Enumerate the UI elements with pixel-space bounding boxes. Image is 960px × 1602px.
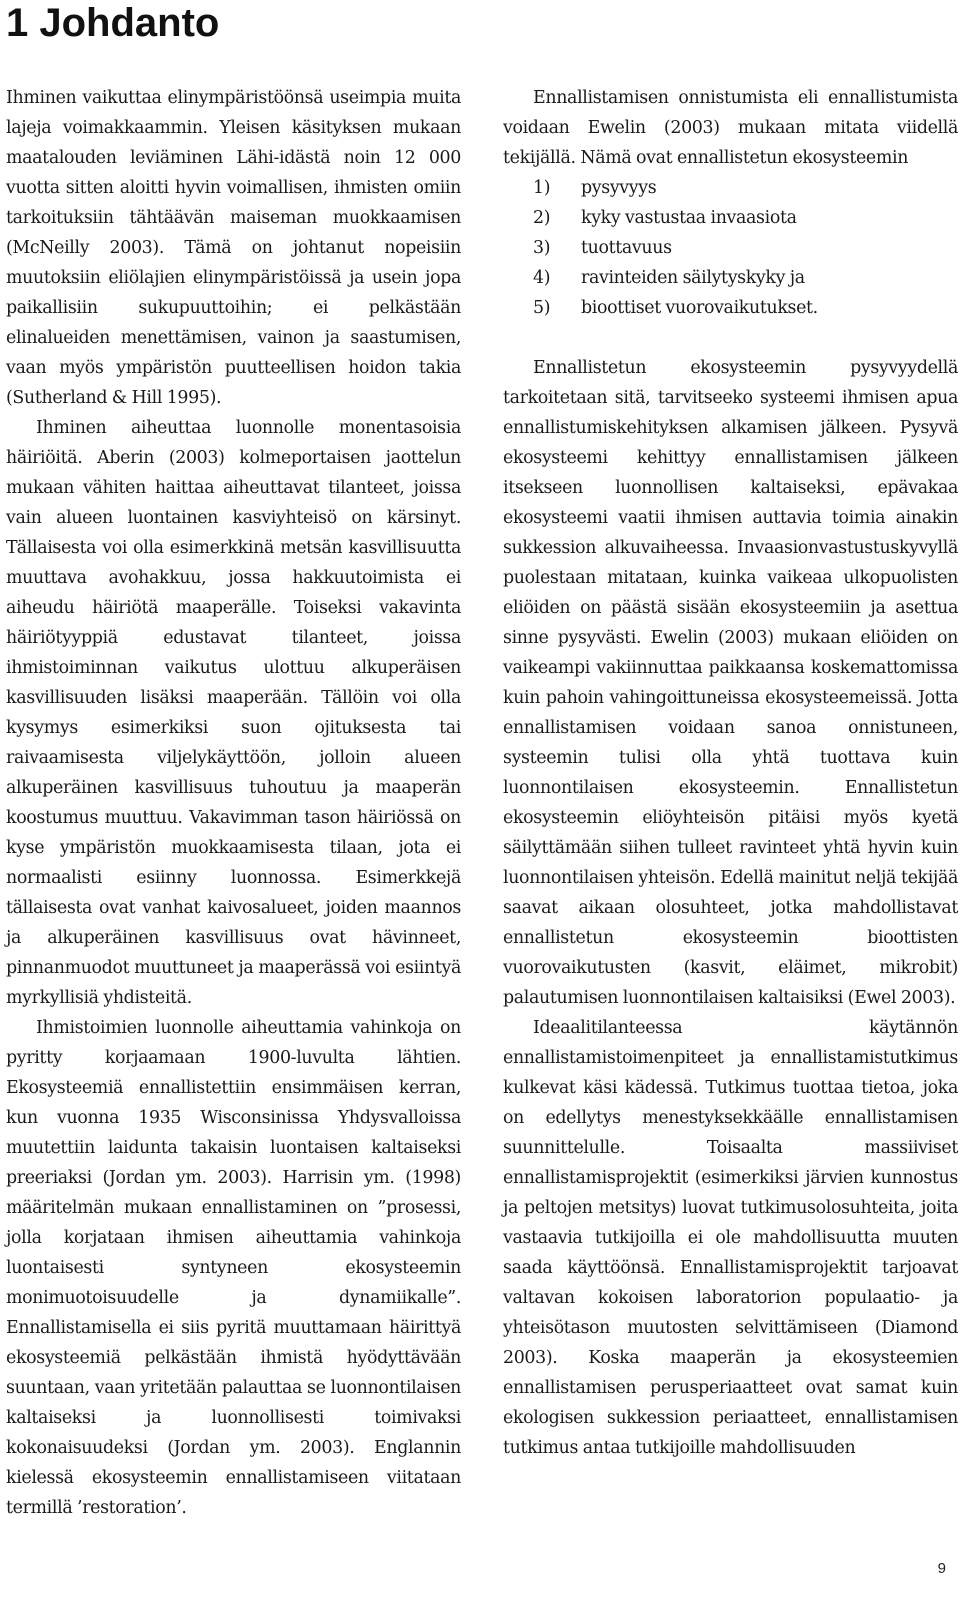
paragraph: Ihminen vaikuttaa elinympäristöönsä useimpia muita lajeja voimakkaammin. Yleisen käsityksen mukaan maatalouden leviäminen Lähi-idästä noin 12 000 vuotta sitten aloitti hyvin voimallisen, ihmisten omiin tarkoituksiin tähtäävän maiseman muokkaamisen (McNeilly 2003). Tämä on johtanut nopeisiin muutoksiin eliölajien elinympäristöissä ja usein jopa paikallisiin sukupuuttoihin; ei pelkästään elinalueiden menettämisen, vainon ja saastumisen, vaan myös ympäristön puutteellisen hoidon takia (Sutherland & Hill 1995). <box>6 88 461 408</box>
list-number: 2) <box>533 208 551 228</box>
paragraph: Ihmistoimien luonnolle aiheuttamia vahinkoja on pyritty korjaamaan 1900-luvulta lähtien. Ekosysteemiä ennallistettiin ensimmäisen kerran, kun vuonna 1935 Wisconsinissa Yhdysvalloissa muutettiin laidunta takaisin luontaisen kaltaiseksi preeriaksi (Jordan ym. 2003). Harrisin ym. (1998) määritelmän mukaan ennallistaminen on ”prosessi, jolla korjataan ihmisen aiheuttamia vahinkoja luontaisesti syntyneen ekosysteemin monimuotoisuudelle ja dynamiikalle”. Ennallistamisella ei siis pyritä muuttamaan häirittyä ekosysteemiä pelkästään ihmistä hyödyttävään suuntaan, vaan yritetään palauttaa se luonnontilaisen kaltaiseksi ja luonnollisesti toimivaksi kokonaisuudeksi (Jordan ym. 2003). Englannin kielessä ekosysteemin ennallistamiseen viitataan termillä ’restoration’. <box>6 1018 461 1518</box>
page-number: 9 <box>937 1560 946 1577</box>
list-text: kyky vastustaa invaasiota <box>581 208 797 228</box>
chapter-heading: 1 Johdanto <box>6 1 220 45</box>
list-item <box>533 263 958 293</box>
list-item <box>533 173 958 203</box>
list-text: bioottiset vuorovaikutukset. <box>581 298 818 318</box>
list-number: 3) <box>533 238 551 258</box>
list-item <box>533 203 958 233</box>
list-text: ravinteiden säilytyskyky ja <box>581 268 805 288</box>
list-text: pysyvyys <box>581 178 657 198</box>
left-column <box>6 83 461 1523</box>
list-number: 4) <box>533 268 551 288</box>
paragraph: Ihminen aiheuttaa luonnolle monentasoisia häiriöitä. Aberin (2003) kolmeportaisen jaottelun mukaan vähiten haittaa aiheuttavat tilanteet, joissa vain alueen luontainen kasviyhteisö on kärsinyt. Tällaisesta voi olla esimerkkinä metsän kasvillisuutta muuttava avohakkuu, jossa hakkuutoimista ei aiheudu häiriötä maaperälle. Toiseksi vakavinta häiriötyyppiä edustavat tilanteet, joissa ihmistoiminnan vaikutus ulottuu alkuperäisen kasvillisuuden lisäksi maaperään. Tällöin voi olla kysymys esimerkiksi suon ojituksesta tai raivaamisesta viljelykäyttöön, jolloin alueen alkuperäinen kasvillisuus tuhoutuu ja maaperän koostumus muuttuu. Vakavimman tason häiriössä on kyse ympäristön muokkaamisesta tilaan, jota ei normaalisti esiinny luonnossa. Esimerkkejä tällaisesta ovat vanhat kaivosalueet, joiden maannos ja alkuperäinen kasvillisuus ovat hävinneet, pinnanmuodot muuttuneet ja maaperässä voi esiintyä myrkyllisiä yhdisteitä. <box>6 418 461 1008</box>
list-number: 1) <box>533 178 551 198</box>
paragraph: Ideaalitilanteessa käytännön ennallistamistoimenpiteet ja ennallistamistutkimus kulkevat käsi kädessä. Tutkimus tuottaa tietoa, joka on edellytys menestyksekkäälle ennallistamisen suunnittelulle. Toisaalta massiiviset ennallistamisprojektit (esimerkiksi järvien kunnostus ja peltojen metsitys) luovat tutkimusolosuhteita, joita vastaavia tutkijoilla ei ole mahdollisuutta muuten saada käyttöönsä. Ennallistamisprojektit tarjoavat valtavan kokoisen laboratorion populaatio- ja yhteisötason muutosten selvittämiseen (Diamond 2003). Koska maaperän ja ekosysteemien ennallistamisen perusperiaatteet ovat samat kuin ekologisen sukkession periaatteet, ennallistamisen tutkimus antaa tutkijoille mahdollisuuden <box>503 1018 958 1458</box>
paragraph: Ennallistetun ekosysteemin pysyvyydellä tarkoitetaan sitä, tarvitseeko systeemi ihmisen apua ennallistumiskehityksen alkamisen jälkeen. Pysyvä ekosysteemi kehittyy ennallistamisen jälkeen itsekseen luonnollisen kaltaiseksi, epävakaa ekosysteemi vaatii ihmisen auttavia toimia ainakin sukkession alkuvaiheessa. Invaasionvastustuskyvyllä puolestaan mitataan, kuinka vaikeaa ulkopuolisten eliöiden on päästä sisään ekosysteemiin ja asettua sinne pysyvästi. Ewelin (2003) mukaan eliöiden on vaikeampi vakiinnuttaa paikkaansa koskemattomissa kuin pahoin vahingoittuneissa ekosysteemeissä. Jotta ennallistamisen voidaan sanoa onnistuneen, systeemin tulisi olla yhtä tuottava kuin luonnontilaisen ekosysteemin. Ennallistetun ekosysteemin eliöyhteisön pitäisi myös kyetä säilyttämään siihen tulleet ravinteet yhtä hyvin kuin luonnontilaisen yhteisön. Edellä mainitut neljä tekijää saavat aikaan olosuhteet, jotka mahdollistavat ennallistetun ekosysteemin bioottisten vuorovaikutusten (kasvit, eläimet, mikrobit) palautumisen luonnontilaisen kaltaisiksi (Ewel 2003). <box>503 358 958 1008</box>
list-text: tuottavuus <box>581 238 672 258</box>
right-column <box>503 83 958 1463</box>
list-number: 5) <box>533 298 551 318</box>
criteria-list <box>503 173 958 323</box>
list-item <box>533 233 958 263</box>
list-item <box>533 293 958 323</box>
paragraph: Ennallistamisen onnistumista eli ennallistumista voidaan Ewelin (2003) mukaan mitata viidellä tekijällä. Nämä ovat ennallistetun ekosysteemin <box>503 88 958 168</box>
